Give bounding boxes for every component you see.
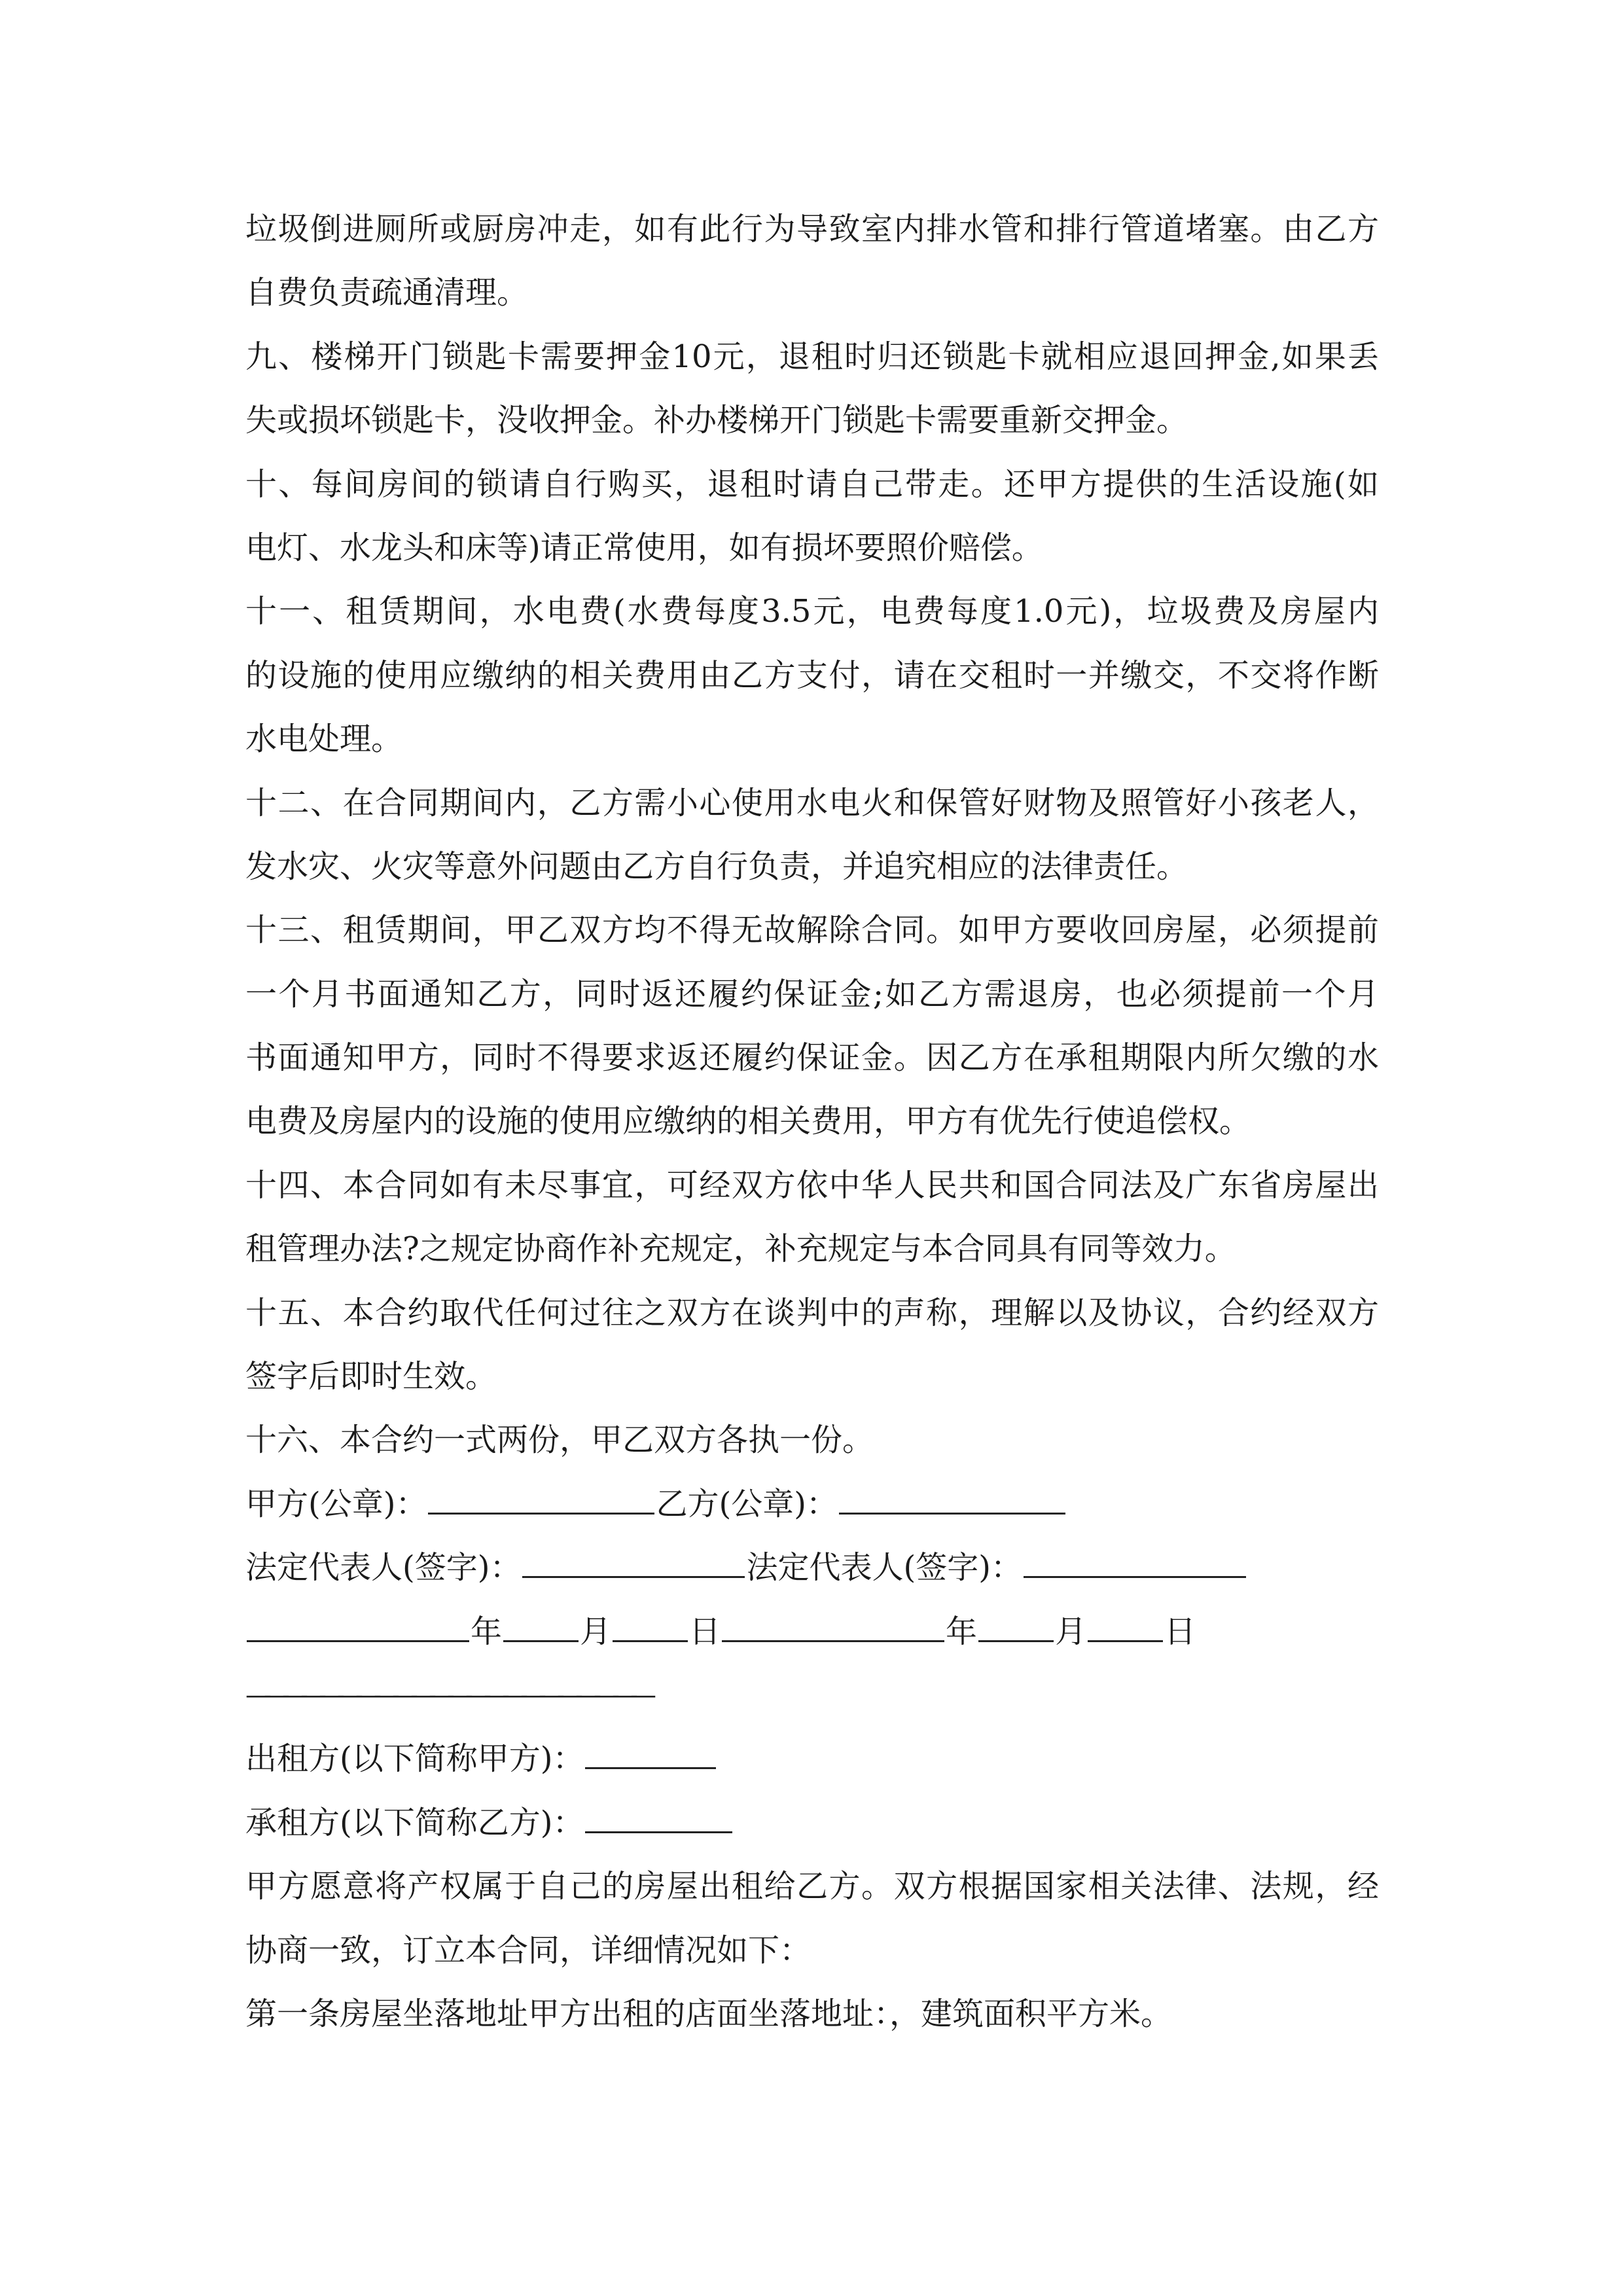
paragraph-line: 十三、租赁期间，甲乙双方均不得无故解除合同。如甲方要收回房屋，必须提前 xyxy=(245,912,1379,949)
lessee-label: 承租方(以下简称乙方)： xyxy=(245,1804,584,1841)
paragraph-line: 电费及房屋内的设施的使用应缴纳的相关费用，甲方有优先行使追偿权。 xyxy=(245,1103,1251,1140)
paragraph-line: 协商一致，订立本合同，详细情况如下： xyxy=(245,1931,812,1969)
party-a-seal-blank[interactable] xyxy=(428,1473,654,1515)
party-a-seal-label: 甲方(公章)： xyxy=(245,1485,427,1522)
paragraph-line: 签字后即时生效。 xyxy=(245,1358,497,1395)
rep-a-blank[interactable] xyxy=(522,1537,745,1578)
paragraph-line: 发水灾、火灾等意外问题由乙方自行负责，并追究相应的法律责任。 xyxy=(245,848,1188,885)
rep-b-label: 法定代表人(签字)： xyxy=(746,1549,1022,1587)
lessor-line xyxy=(245,1727,1379,1791)
paragraph-line: 租管理办法?之规定协商作补充规定，补充规定与本合同具有同等效力。 xyxy=(245,1230,1236,1268)
day-b-blank[interactable] xyxy=(1088,1601,1163,1642)
paragraph-line: 十、每间房间的锁请自行购买，退租时请自己带走。还甲方提供的生活设施(如 xyxy=(245,465,1379,503)
article-1-line: 第一条房屋坐落地址甲方出租的店面坐落地址：，建筑面积平方米。 xyxy=(245,1995,1173,2032)
rep-b-blank[interactable] xyxy=(1024,1537,1246,1578)
month-label: 月 xyxy=(580,1613,612,1650)
paragraph-line: 垃圾倒进厕所或厨房冲走，如有此行为导致室内排水管和排行管道堵塞。由乙方 xyxy=(245,211,1379,247)
paragraph-line: 十五、本合约取代任何过往之双方在谈判中的声称，理解以及协议，合约经双方 xyxy=(245,1294,1379,1331)
month-label: 月 xyxy=(1055,1613,1087,1650)
party-b-seal-label: 乙方(公章)： xyxy=(656,1485,838,1522)
month-a-blank[interactable] xyxy=(503,1601,579,1642)
party-b-seal-blank[interactable] xyxy=(839,1473,1065,1515)
paragraph-line: 十六、本合约一式两份，甲乙双方各执一份。 xyxy=(245,1422,874,1459)
year-b-blank[interactable] xyxy=(722,1601,944,1642)
paragraph-line: 九、楼梯开门锁匙卡需要押金10元，退租时归还锁匙卡就相应退回押金,如果丢 xyxy=(245,338,1379,375)
day-label: 日 xyxy=(689,1613,721,1650)
paragraph-line: 十二、在合同期间内，乙方需小心使用水电火和保管好财物及照管好小孩老人， xyxy=(245,784,1379,821)
lessee-blank[interactable] xyxy=(585,1792,732,1833)
year-label: 年 xyxy=(946,1613,978,1650)
paragraph-line: 失或损坏锁匙卡，没收押金。补办楼梯开门锁匙卡需要重新交押金。 xyxy=(245,402,1188,439)
paragraph-line: 的设施的使用应缴纳的相关费用由乙方支付，请在交租时一并缴交，不交将作断 xyxy=(245,656,1379,694)
day-label: 日 xyxy=(1164,1613,1196,1650)
separator-line: —————————————————————— xyxy=(245,1679,649,1710)
paragraph-line: 甲方愿意将产权属于自己的房屋出租给乙方。双方根据国家相关法律、法规，经 xyxy=(245,1868,1379,1905)
paragraph-line: 十四、本合同如有未尽事宜，可经双方依中华人民共和国合同法及广东省房屋出 xyxy=(245,1166,1379,1204)
paragraph-line: 书面通知甲方，同时不得要求返还履约保证金。因乙方在承租期限内所欠缴的水 xyxy=(245,1039,1379,1077)
paragraph-line: 水电处理。 xyxy=(245,721,403,758)
month-b-blank[interactable] xyxy=(978,1601,1054,1642)
paragraph-line: 十一、租赁期间，水电费(水费每度3.5元，电费每度1.0元)，垃圾费及房屋内 xyxy=(245,593,1379,630)
seal-line xyxy=(245,1473,1379,1536)
year-label: 年 xyxy=(471,1613,503,1650)
rep-a-label: 法定代表人(签字)： xyxy=(245,1549,522,1587)
lessor-blank[interactable] xyxy=(585,1728,716,1769)
paragraph-line: 一个月书面通知乙方，同时返还履约保证金;如乙方需退房，也必须提前一个月 xyxy=(245,975,1379,1013)
year-a-blank[interactable] xyxy=(247,1601,469,1642)
paragraph-line: 自费负责疏通清理。 xyxy=(245,274,529,312)
representative-line xyxy=(245,1536,1379,1600)
document-page xyxy=(245,198,1379,2046)
lessor-label: 出租方(以下简称甲方)： xyxy=(245,1740,584,1778)
day-a-blank[interactable] xyxy=(613,1601,688,1642)
lessee-line xyxy=(245,1791,1379,1855)
date-line xyxy=(245,1600,1379,1664)
paragraph-line: 电灯、水龙头和床等)请正常使用，如有损坏要照价赔偿。 xyxy=(245,529,1043,566)
